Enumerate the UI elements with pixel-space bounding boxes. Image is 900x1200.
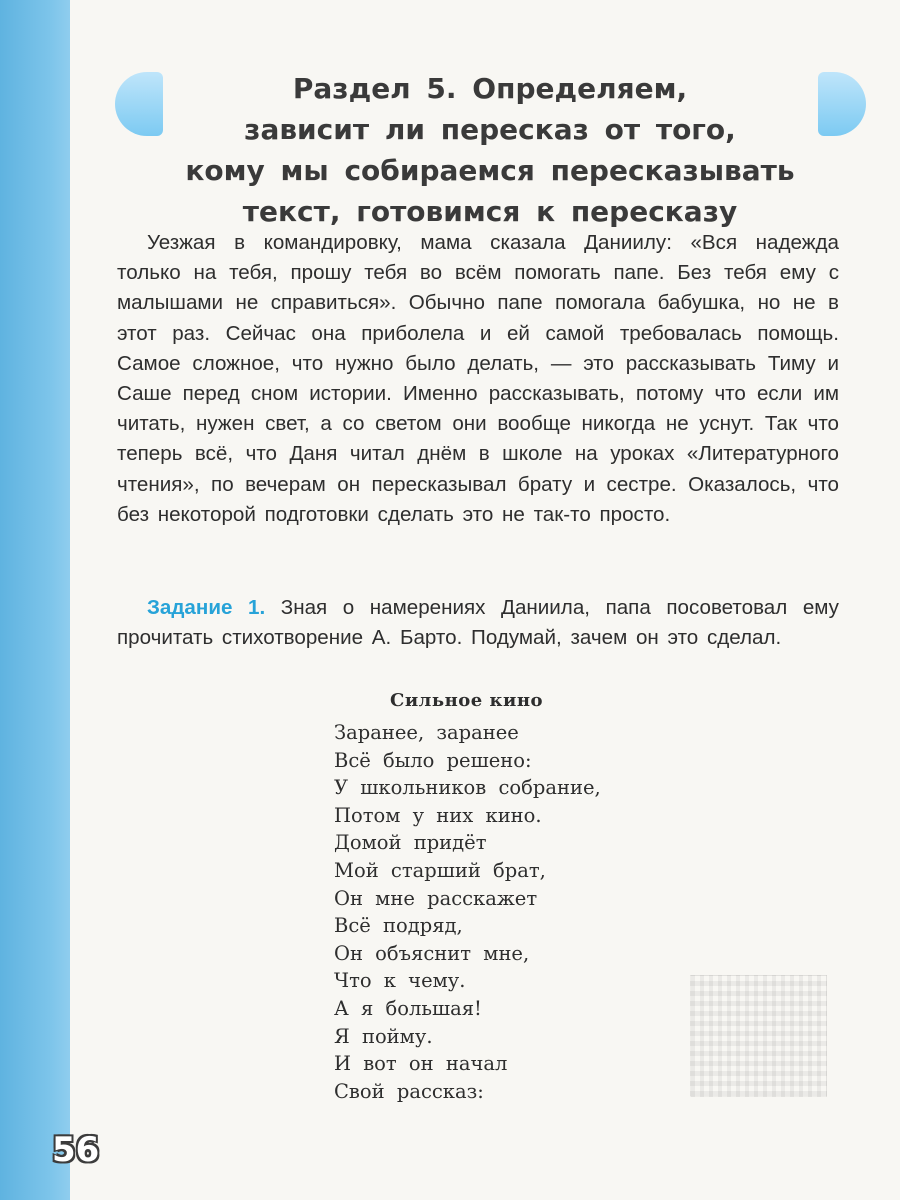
poem-line: И вот он начал (334, 1052, 508, 1076)
poem-line: Свой рассказ: (334, 1079, 484, 1103)
poem-lines (334, 719, 601, 1105)
task-paragraph (117, 593, 839, 653)
section-title-line: Раздел 5. Определяем, (292, 72, 688, 105)
poem-line: Всё было решено: (334, 748, 532, 772)
poem-line: Заранее, заранее (334, 721, 519, 744)
decorative-side-stripe (0, 0, 70, 1200)
section-title-line: зависит ли пересказ от того, (244, 113, 736, 146)
task-text: Зная о намерениях Даниила, папа посоветовал ему прочитать стихотворение А. Барто. Подумай, зачем он это сделал. (117, 596, 839, 650)
section-title-line: текст, готовимся к пересказу (242, 195, 738, 228)
poem-line: Что к чему. (334, 969, 466, 993)
story-paragraph: Уезжая в командировку, мама сказала Даниилу: «Вся надежда только на тебя, прошу тебя во всём помогать папе. Без тебя ему с малышами не справиться». Обычно папе помогала бабушка, но не в этот раз. Сейчас она приболела и ей самой требовалась помощь. Самое сложное, что нужно было делать, — это рассказывать Тиму и Саше перед сном истории. Именно рассказывать, потому что если им читать, нужен свет, а со светом они вообще никогда не уснут. Так что теперь всё, что Даня читал днём в школе на уроках «Литературного чтения», по вечерам он пересказывал брату и сестре. Оказалось, что без некоторой подготовки сделать это не так-то просто. (117, 231, 839, 526)
poem-line: У школьников собрание, (334, 776, 601, 800)
poem-line: Мой старший брат, (334, 858, 546, 882)
task-label: Задание 1. (147, 596, 266, 619)
poem-line: Всё подряд, (334, 914, 463, 938)
poem-line: Он объяснит мне, (334, 941, 530, 965)
page-number: 56 (52, 1130, 100, 1170)
poem-line: Потом у них кино. (334, 803, 542, 827)
section-title (150, 68, 830, 232)
poem-line: Домой придёт (334, 831, 487, 855)
poem-line: А я большая! (334, 996, 482, 1020)
section-title-line: кому мы собираемся пересказывать (185, 154, 795, 187)
poem-title: Сильное кино (390, 690, 544, 711)
poem-line: Я пойму. (334, 1024, 433, 1048)
faint-qr-code-image (690, 975, 827, 1097)
poem-line: Он мне расскажет (334, 886, 538, 910)
